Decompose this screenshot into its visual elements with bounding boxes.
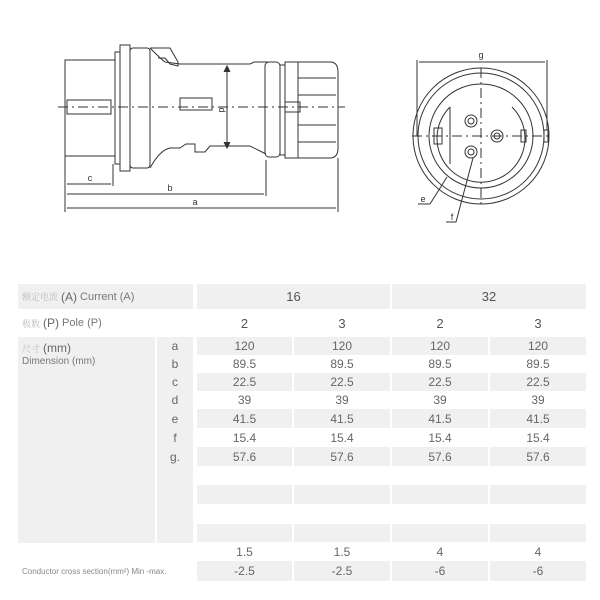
dim-a-value: 120	[197, 337, 292, 355]
dim-letter: d	[157, 391, 193, 409]
pole-label-zh: 极数	[22, 318, 41, 329]
dimension-label-cell	[18, 337, 155, 543]
dim-letter-blank	[157, 466, 193, 543]
dim-label-a: a	[192, 197, 198, 207]
dim-e-value: 41.5	[294, 409, 390, 428]
dim-label-f: f	[450, 212, 454, 222]
conductor-max: -2.5	[294, 561, 390, 581]
conductor-max: -2.5	[197, 561, 292, 581]
conductor-min: 4	[392, 542, 488, 561]
current-label-cell	[18, 284, 193, 309]
conductor-min: 1.5	[294, 542, 390, 561]
dim-g-value: 57.6	[294, 447, 390, 466]
dim-c-value: 22.5	[392, 373, 488, 391]
dim-g-value: 57.6	[392, 447, 488, 466]
blank-row-cell	[294, 485, 390, 504]
pole-label: Pole (P)	[62, 317, 102, 329]
side-view	[58, 45, 345, 212]
dim-e-value: 41.5	[197, 409, 292, 428]
dim-letter: a	[157, 337, 193, 355]
dim-f-value: 15.4	[392, 428, 488, 447]
dim-letter: c	[157, 373, 193, 391]
blank-row-cell	[197, 485, 292, 504]
blank-row-cell	[490, 524, 586, 542]
blank-row-cell	[294, 524, 390, 542]
dim-letter: e	[157, 409, 193, 428]
dim-b-value: 89.5	[197, 355, 292, 373]
dim-b-value: 89.5	[490, 355, 586, 373]
dim-b-value: 89.5	[294, 355, 390, 373]
pole-unit: (P)	[43, 316, 60, 330]
dimension-unit: (mm)	[43, 341, 71, 355]
dim-label-d: d	[217, 107, 227, 113]
conductor-min: 4	[490, 542, 586, 561]
blank-row-cell	[392, 524, 488, 542]
dim-label-g: g	[478, 50, 484, 60]
current-16: 16	[197, 284, 390, 309]
dim-b-value: 89.5	[392, 355, 488, 373]
pole-value: 2	[392, 310, 488, 336]
dim-a-value: 120	[490, 337, 586, 355]
conductor-max: -6	[392, 561, 488, 581]
dim-label-c: c	[87, 173, 93, 183]
dim-d-value: 39	[392, 391, 488, 409]
pole-value: 3	[294, 310, 390, 336]
current-label: Current (A)	[80, 290, 135, 303]
dimension-label: Dimension (mm)	[22, 356, 96, 367]
dim-label-e: e	[420, 194, 426, 204]
current-32: 32	[392, 284, 586, 309]
dim-c-value: 22.5	[490, 373, 586, 391]
dim-f-value: 15.4	[490, 428, 586, 447]
conductor-min: 1.5	[197, 542, 292, 561]
dim-a-value: 120	[294, 337, 390, 355]
dim-c-value: 22.5	[197, 373, 292, 391]
dim-c-value: 22.5	[294, 373, 390, 391]
pole-label-cell	[18, 310, 193, 336]
dim-f-value: 15.4	[294, 428, 390, 447]
dim-e-value: 41.5	[490, 409, 586, 428]
dim-a-value: 120	[392, 337, 488, 355]
plug-technical-drawing	[0, 0, 600, 240]
front-view	[412, 60, 552, 222]
dim-e-value: 41.5	[392, 409, 488, 428]
dim-letter: b	[157, 355, 193, 373]
dim-letter: f	[157, 428, 193, 447]
dim-d-value: 39	[197, 391, 292, 409]
current-unit: (A)	[61, 289, 78, 304]
dim-label-b: b	[167, 183, 173, 193]
current-label-zh: 额定电流	[22, 292, 59, 302]
dim-g-value: 57.6	[490, 447, 586, 466]
dim-g-value: 57.6	[197, 447, 292, 466]
blank-row-cell	[197, 524, 292, 542]
dim-d-value: 39	[294, 391, 390, 409]
dim-d-value: 39	[490, 391, 586, 409]
dim-f-value: 15.4	[197, 428, 292, 447]
blank-row-cell	[490, 485, 586, 504]
dim-letter: g.	[157, 447, 193, 466]
conductor-max: -6	[490, 561, 586, 581]
blank-row-cell	[392, 485, 488, 504]
pole-value: 3	[490, 310, 586, 336]
conductor-label: Conductor cross section(mm²) Min -max.	[18, 561, 195, 581]
dimension-label-zh: 尺寸	[22, 343, 41, 354]
pole-value: 2	[197, 310, 292, 336]
